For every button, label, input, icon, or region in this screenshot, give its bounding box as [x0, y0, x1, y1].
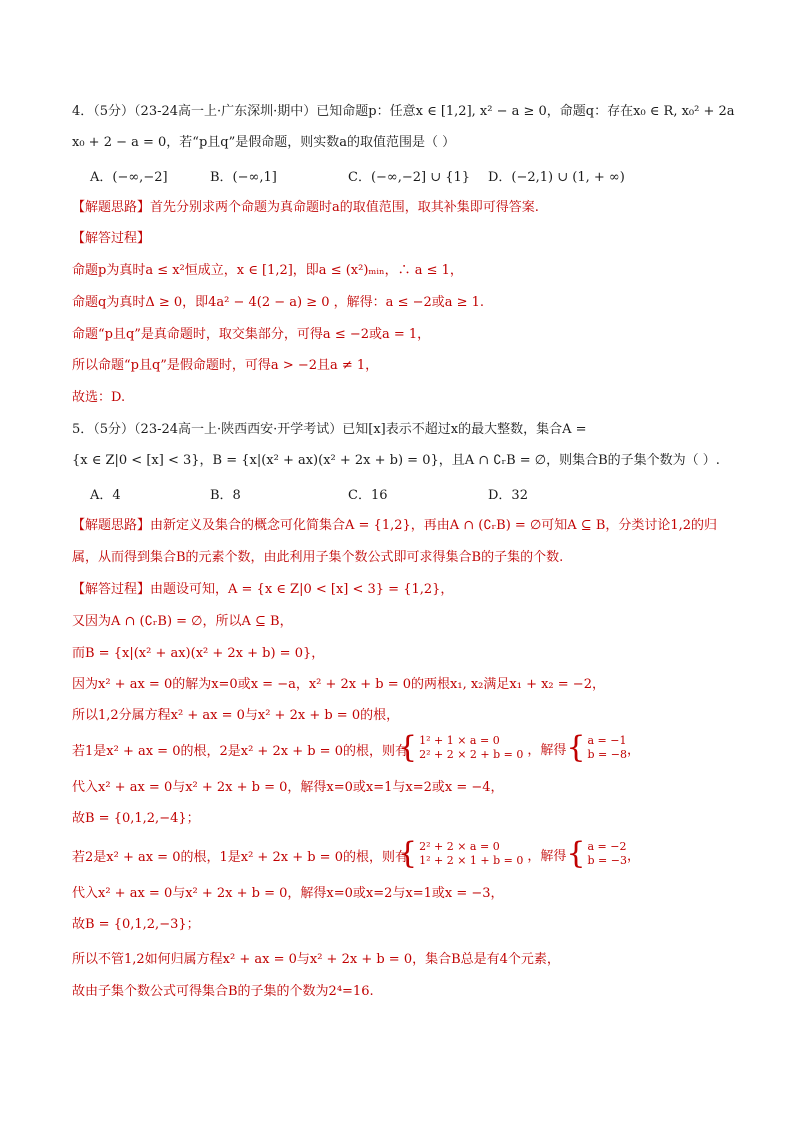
solve-label: ，解得: [527, 848, 567, 864]
equation-stack: [419, 840, 523, 868]
q5-solution-idea-line-1: 【解题思路】由新定义及集合的概念可化简集合A = {1,2}，再由A ∩ (∁ᵣB) = ∅可知A ⊆ B，分类讨论1,2的归: [72, 518, 718, 533]
q5-step-1: 又因为A ∩ (∁ᵣB) = ∅，所以A ⊆ B，: [72, 614, 293, 629]
punctuation: ，: [626, 742, 640, 758]
q4-step-2: 命题q为真时Δ ≥ 0，即4a² − 4(2 − a) ≥ 0 ，解得：a ≤ −2或a ≥ 1.: [72, 295, 485, 310]
solution-a: a = −1: [587, 734, 627, 747]
q4-option-d: D．(−2,1) ∪ (1, + ∞): [488, 170, 625, 185]
solution-b: b = −3: [587, 854, 627, 867]
q5-case-2-set: 故B = {0,1,2,−3}；: [72, 917, 200, 932]
q5-stem-line-2: {x ∈ Z|0 < [x] < 3}，B = {x|(x² + ax)(x² + 2x + b) = 0}，且A ∩ ∁ᵣB = ∅，则集合B的子集个数为（ ）.: [72, 453, 720, 468]
brace-symbol: {: [398, 730, 418, 765]
q5-case-2: 若2是x² + ax = 0的根，1是x² + 2x + b = 0的根，则有: [72, 850, 408, 865]
equation-1: 1² + 1 × a = 0: [419, 734, 500, 747]
q4-stem-line-1: 4．（5分）（23-24高一上·广东深圳·期中）已知命题p：任意x ∈ [1,2], x² − a ≥ 0，命题q：存在x₀ ∈ R, x₀² + 2a: [72, 104, 735, 119]
brace-symbol: {: [398, 836, 418, 871]
q5-option-b: B．8: [210, 488, 241, 503]
q5-option-c: C．16: [348, 488, 388, 503]
brace-symbol: {: [566, 730, 586, 765]
q5-case-2-substitute: 代入x² + ax = 0与x² + 2x + b = 0，解得x=0或x=2与x=1或x = −3，: [72, 886, 504, 901]
q5-case-1: 若1是x² + ax = 0的根，2是x² + 2x + b = 0的根，则有: [72, 744, 408, 759]
q5-conclusion-1: 所以不管1,2如何归属方程x² + ax = 0与x² + 2x + b = 0，集合B总是有4个元素，: [72, 952, 560, 967]
equation-2: 1² + 2 × 1 + b = 0: [419, 854, 524, 867]
q5-case-1-system: [398, 730, 640, 765]
q5-option-d: D．32: [488, 488, 528, 503]
q5-solution-idea-line-2: 属，从而得到集合B的元素个数，由此利用子集个数公式即可求得集合B的子集的个数.: [72, 550, 564, 565]
q4-answer: 故选：D.: [72, 390, 126, 405]
q5-case-2-system: [398, 836, 640, 871]
solution-stack: [588, 734, 627, 762]
equation-2: 2² + 2 × 2 + b = 0: [419, 748, 524, 761]
q5-case-1-set: 故B = {0,1,2,−4}；: [72, 811, 200, 826]
brace-symbol: {: [566, 836, 586, 871]
q4-option-b: B．(−∞,1]: [210, 170, 277, 185]
equation-1: 2² + 2 × a = 0: [419, 840, 500, 853]
q4-step-4: 所以命题“p且q”是假命题时，可得a > −2且a ≠ 1，: [72, 358, 379, 373]
q4-option-c: C．(−∞,−2] ∪ {1}: [348, 170, 471, 185]
q5-option-a: A．4: [90, 488, 121, 503]
q5-case-1-substitute: 代入x² + ax = 0与x² + 2x + b = 0，解得x=0或x=1与x=2或x = −4，: [72, 780, 504, 795]
solution-a: a = −2: [587, 840, 627, 853]
q4-step-1: 命题p为真时a ≤ x²恒成立，x ∈ [1,2]，即a ≤ (x²)ₘᵢₙ，∴ a ≤ 1，: [72, 263, 463, 278]
solve-label: ，解得: [527, 742, 567, 758]
q5-conclusion-2: 故由子集个数公式可得集合B的子集的个数为2⁴=16.: [72, 984, 374, 999]
q5-step-3: 因为x² + ax = 0的解为x=0或x = −a，x² + 2x + b = 0的两根x₁, x₂满足x₁ + x₂ = −2，: [72, 677, 605, 692]
q4-stem-line-2: x₀ + 2 − a = 0，若“p且q”是假命题，则实数a的取值范围是（ ）: [72, 135, 456, 150]
equation-stack: [419, 734, 523, 762]
solution-b: b = −8: [587, 748, 627, 761]
q5-step-4: 所以1,2分属方程x² + ax = 0与x² + 2x + b = 0的根，: [72, 708, 400, 723]
q4-option-a: A．(−∞,−2]: [90, 170, 168, 185]
q5-process-line: 【解答过程】由题设可知，A = {x ∈ Z|0 < [x] < 3} = {1,2}，: [72, 582, 454, 597]
solution-stack: [588, 840, 627, 868]
q5-stem-line-1: 5．（5分）（23-24高一上·陕西西安·开学考试）已知[x]表示不超过x的最大整数，集合A =: [72, 422, 587, 437]
q5-step-2: 而B = {x|(x² + ax)(x² + 2x + b) = 0}，: [72, 646, 325, 661]
punctuation: ，: [626, 848, 640, 864]
q4-step-3: 命题“p且q”是真命题时，取交集部分，可得a ≤ −2或a = 1，: [72, 327, 431, 342]
q4-solution-idea: 【解题思路】首先分别求两个命题为真命题时a的取值范围，取其补集即可得答案.: [72, 200, 539, 215]
q4-process-title: 【解答过程】: [72, 231, 151, 246]
